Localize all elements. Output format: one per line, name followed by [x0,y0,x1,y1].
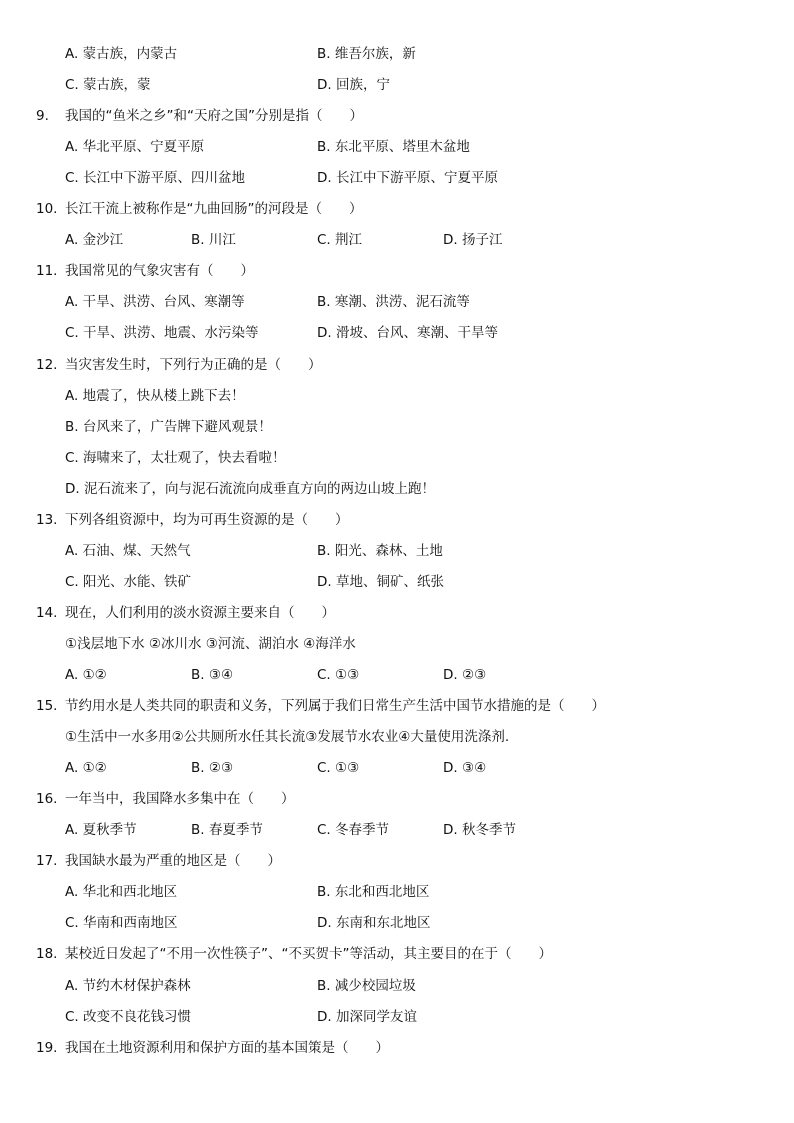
answer-option: D. ③④ [443,760,487,777]
options-row [0,539,794,563]
question-row [0,601,794,625]
answer-option: C. 长江中下游平原、四川盆地 [65,170,246,187]
answer-option: D. 扬子江 [443,232,503,249]
options-row [0,135,794,159]
answer-option: A. ①② [65,760,107,777]
answer-option: B. ②③ [191,760,234,777]
answer-option: B. 寒潮、洪涝、泥石流等 [317,294,470,311]
question-text: 现在，人们利用的淡水资源主要来自（ ） [65,604,335,621]
answer-option: A. 华北平原、宁夏平原 [65,139,205,156]
question-text: 我国缺水最为严重的地区是（ ） [65,853,281,870]
question-row [0,104,794,128]
statement-text: ①生活中一水多用②公共厕所水任其长流③发展节水农业④大量使用洗涤剂. [65,729,510,746]
options-row [0,880,794,904]
options-row [0,570,794,594]
answer-option: B. 东北和西北地区 [317,884,430,901]
answer-option: A. 节约木材保护森林 [65,977,191,994]
question-text: 我国常见的气象灾害有（ ） [65,263,254,280]
question-text: 某校近日发起了“不用一次性筷子”、“不买贺卡”等活动，其主要目的在于（ ） [65,946,552,963]
answer-option: B. 东北平原、塔里木盆地 [317,139,470,156]
question-number: 12. [36,356,58,373]
question-text: 我国在土地资源利用和保护方面的基本国策是（ ） [65,1039,389,1056]
question-number: 13. [36,511,58,528]
answer-option: C. 蒙古族，蒙 [65,77,151,94]
statement-line [0,384,794,408]
question-number: 11. [36,263,58,280]
options-row [0,228,794,252]
question-number: 16. [36,791,58,808]
answer-option: A. 蒙古族，内蒙古 [65,46,178,62]
question-text: 下列各组资源中，均为可再生资源的是（ ） [65,511,349,528]
question-row [0,1036,794,1060]
answer-option: A. ①② [65,667,107,683]
options-row [0,756,794,780]
options-row [0,663,794,687]
question-row [0,353,794,377]
answer-option: D. 滑坡、台风、寒潮、干旱等 [317,325,498,342]
question-number: 14. [36,604,58,621]
question-text: 当灾害发生时，下列行为正确的是（ ） [65,356,322,373]
question-row [0,197,794,221]
answer-option: D. 秋冬季节 [443,822,516,839]
answer-option: B. 减少校园垃圾 [317,977,416,994]
answer-option: D. 加深同学友谊 [317,1008,417,1025]
options-row [0,974,794,998]
answer-option: D. 回族，宁 [317,77,390,94]
answer-option: C. 华南和西南地区 [65,915,178,932]
options-row [0,42,794,66]
answer-option: B. 阳光、森林、土地 [317,542,443,559]
statement-text: ①浅层地下水 ②冰川水 ③河流、湖泊水 ④海洋水 [65,635,356,652]
answer-option: A. 夏秋季节 [65,822,137,839]
question-number: 10. [36,201,58,218]
question-number: 9. [36,108,49,125]
statement-line [0,415,794,439]
question-row [0,508,794,532]
question-text: 一年当中，我国降水多集中在（ ） [65,791,295,808]
statement-text: B. 台风来了，广告牌下避风观景！ [65,418,272,435]
statement-line [0,632,794,656]
question-number: 19. [36,1039,58,1056]
answer-option: C. 冬春季节 [317,822,390,839]
statement-line [0,725,794,749]
options-row [0,166,794,190]
answer-option: B. ③④ [191,667,234,683]
question-number: 18. [36,946,58,963]
question-row [0,942,794,966]
question-row [0,259,794,283]
question-number: 17. [36,853,58,870]
answer-option: B. 川江 [191,232,236,249]
answer-option: C. 荆江 [317,232,363,249]
statement-line [0,446,794,470]
options-row [0,1005,794,1029]
answer-option: D. 长江中下游平原、宁夏平原 [317,170,498,187]
question-text: 长江干流上被称作是“九曲回肠”的河段是（ ） [65,201,363,218]
question-text: 我国的“鱼米之乡”和“天府之国”分别是指（ ） [65,108,363,125]
options-row [0,290,794,314]
answer-option: B. 春夏季节 [191,822,263,839]
options-row [0,818,794,842]
answer-option: A. 金沙江 [65,232,124,249]
answer-option: C. ①③ [317,667,360,683]
statement-text: C. 海啸来了，太壮观了，快去看啦！ [65,449,286,466]
question-row [0,849,794,873]
question-number: 15. [36,698,58,715]
options-row [0,73,794,97]
answer-option: C. ①③ [317,760,360,777]
answer-option: C. 干旱、洪涝、地震、水污染等 [65,325,259,342]
answer-option: D. ②③ [443,667,487,683]
answer-option: C. 阳光、水能、铁矿 [65,573,192,590]
question-row [0,694,794,718]
answer-option: B. 维吾尔族，新 [317,46,416,62]
options-row [0,321,794,345]
question-text: 节约用水是人类共同的职责和义务，下列属于我们日常生产生活中国节水措施的是（ ） [65,698,605,715]
answer-option: C. 改变不良花钱习惯 [65,1008,192,1025]
statement-line [0,477,794,501]
statement-text: D. 泥石流来了，向与泥石流流向成垂直方向的两边山坡上跑！ [65,480,435,497]
answer-option: D. 草地、铜矿、纸张 [317,573,444,590]
question-row [0,787,794,811]
answer-option: D. 东南和东北地区 [317,915,431,932]
statement-text: A. 地震了，快从楼上跳下去！ [65,387,245,404]
answer-option: A. 石油、煤、天然气 [65,542,191,559]
answer-option: A. 华北和西北地区 [65,884,178,901]
options-row [0,911,794,935]
answer-option: A. 干旱、洪涝、台风、寒潮等 [65,294,245,311]
